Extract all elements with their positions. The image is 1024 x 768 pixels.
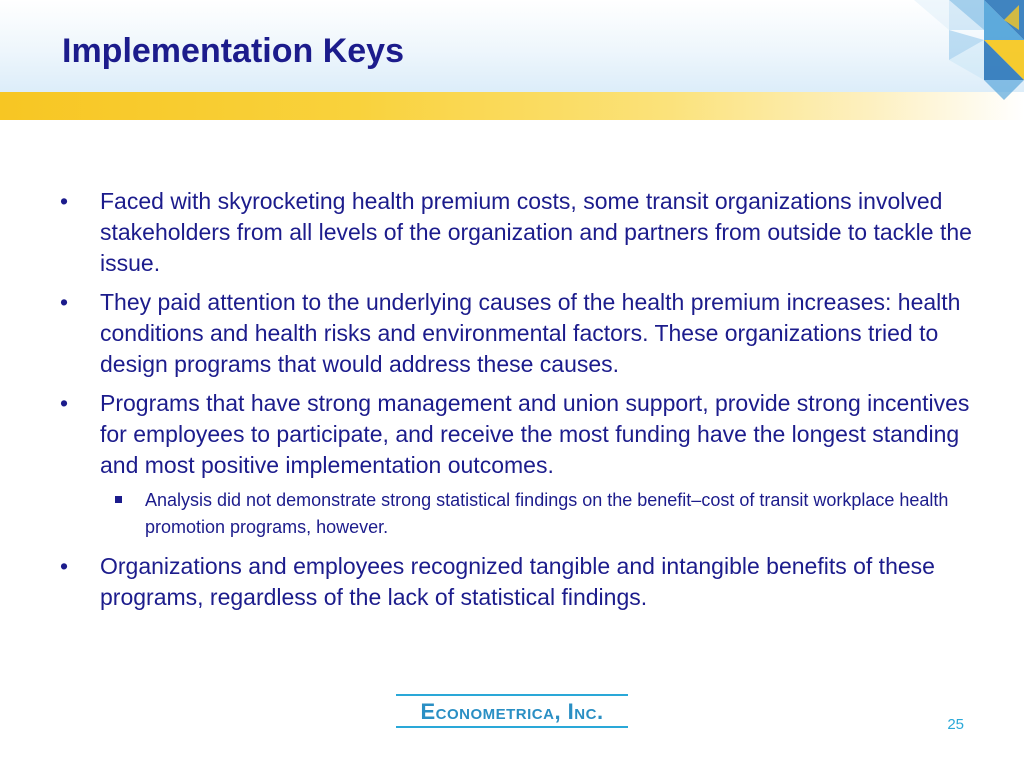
- bullet-item: [60, 186, 980, 279]
- sub-bullet-text: Analysis did not demonstrate strong statistical findings on the benefit–cost of transit workplace health promotion programs, however.: [145, 490, 949, 537]
- bullet-item: [60, 551, 980, 613]
- company-logo: [396, 694, 628, 732]
- logo-text: Econometrica, Inc.: [420, 699, 604, 724]
- bullet-marker: •: [60, 289, 69, 315]
- bullet-list: [60, 186, 980, 621]
- logo-rule-bottom: [396, 726, 628, 728]
- bullet-text: They paid attention to the underlying causes of the health premium increases: health conditions and health risks and environmental factors. These organizations tried to design programs that would address these causes.: [100, 289, 961, 377]
- slide-title: Implementation Keys: [62, 32, 404, 70]
- bullet-text: Organizations and employees recognized tangible and intangible benefits of these programs, regardless of the lack of statistical findings.: [100, 553, 935, 610]
- bullet-item: [60, 287, 980, 380]
- page-number: 25: [947, 716, 964, 733]
- logo-rule-top: [396, 694, 628, 696]
- square-bullet-icon: [115, 496, 122, 503]
- bullet-marker: •: [60, 188, 69, 214]
- bullet-marker: •: [60, 390, 69, 416]
- sub-bullet-item: [60, 487, 980, 541]
- bullet-marker: •: [60, 553, 69, 579]
- bullet-text: Programs that have strong management and union support, provide strong incentives for employees to participate, and receive the most funding have the longest standing and most positive implementation outcomes.: [100, 390, 970, 478]
- triangle-mosaic-icon: [854, 0, 1024, 100]
- bullet-item: [60, 388, 980, 481]
- bullet-text: Faced with skyrocketing health premium costs, some transit organizations involved stakeholders from all levels of the organization and partners from outside to tackle the issue.: [100, 188, 972, 276]
